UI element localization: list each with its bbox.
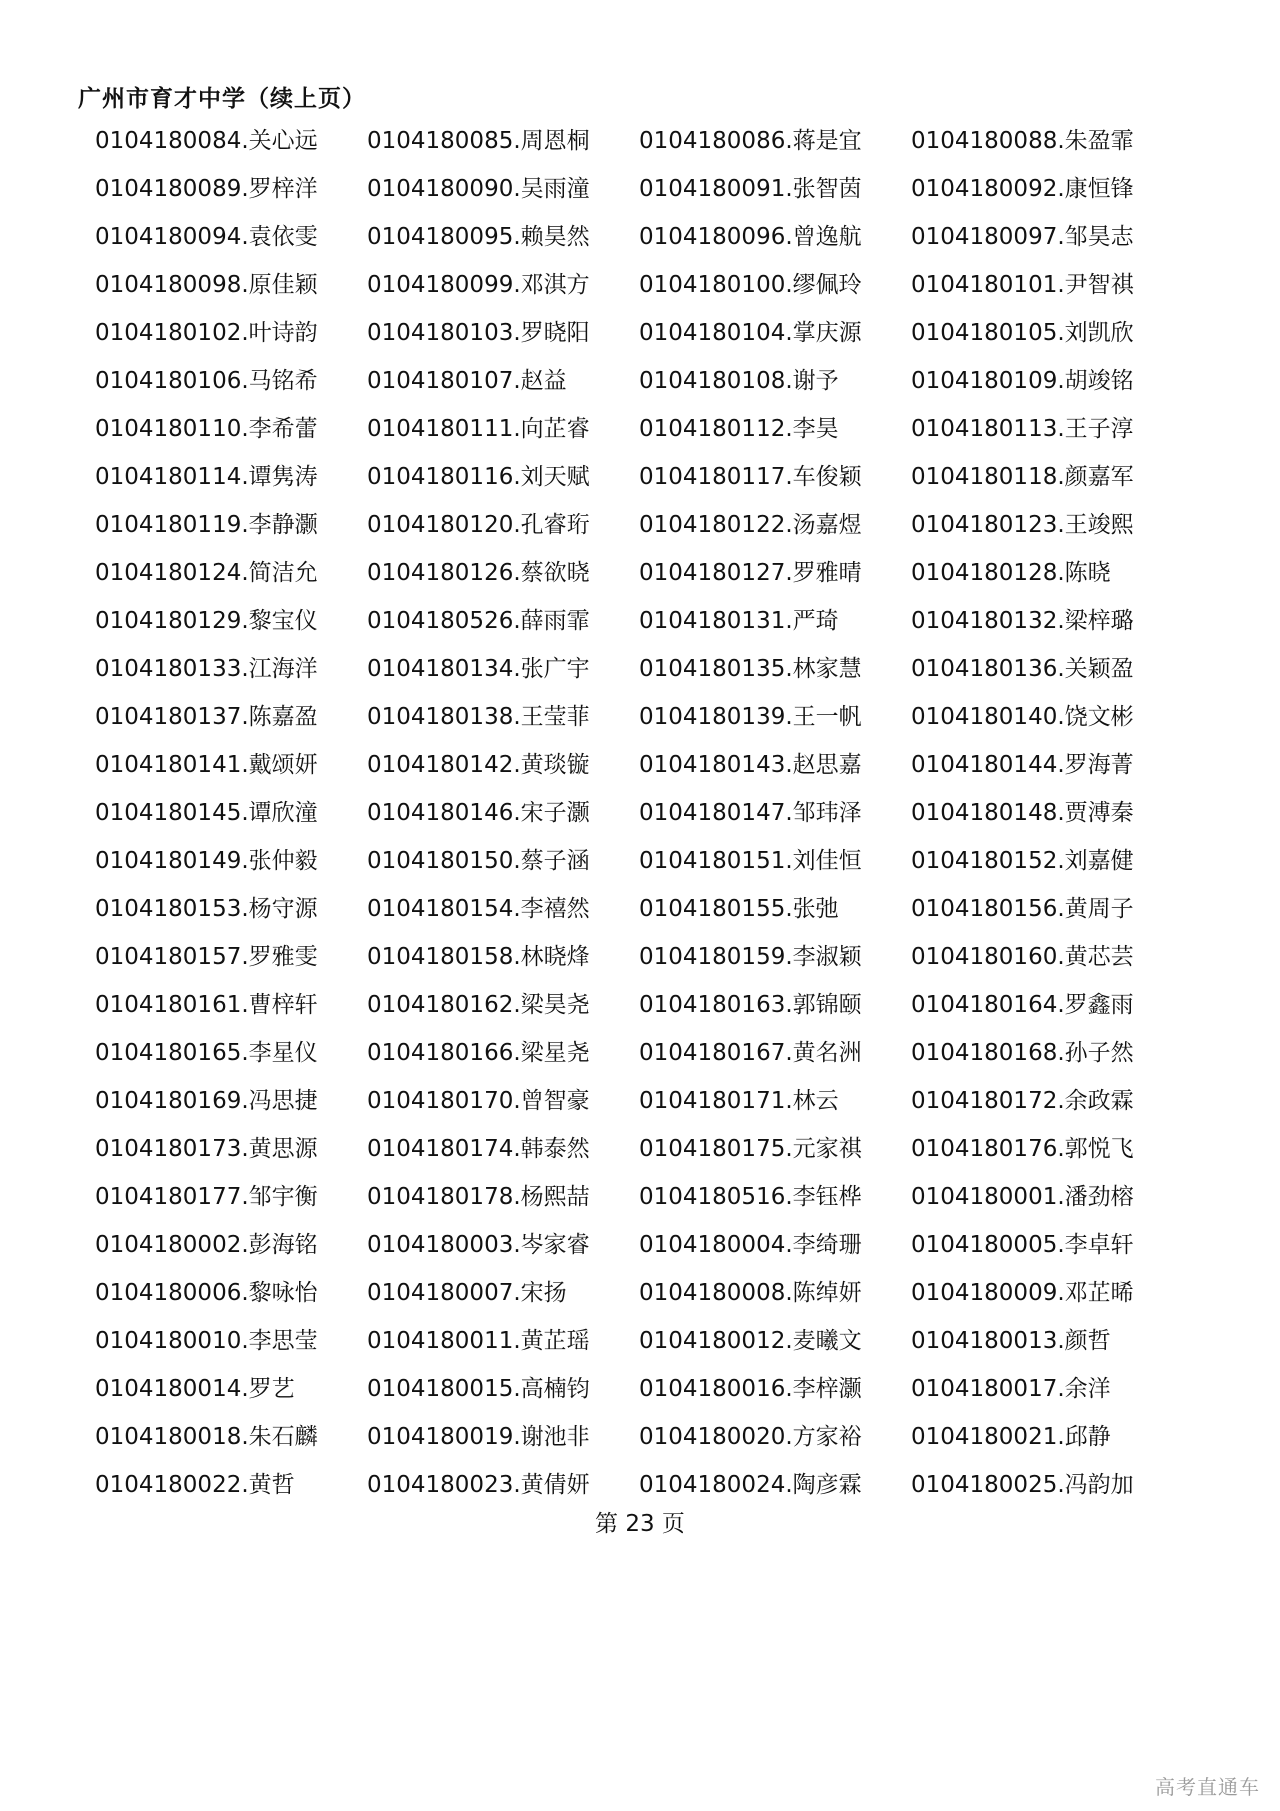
list-item: 0104180117.车俊颖: [639, 464, 862, 490]
list-item: 0104180150.蔡子涵: [367, 848, 590, 874]
list-item: 0104180014.罗艺: [95, 1376, 295, 1402]
list-item: 0104180002.彭海铭: [95, 1232, 318, 1258]
list-item: 0104180098.原佳颖: [95, 272, 318, 298]
list-item: 0104180085.周恩桐: [367, 128, 590, 154]
list-item: 0104180122.汤嘉煜: [639, 512, 862, 538]
list-item: 0104180092.康恒锋: [911, 176, 1134, 202]
list-item: 0104180124.简洁允: [95, 560, 318, 586]
list-item: 0104180020.方家裕: [639, 1424, 862, 1450]
list-item: 0104180114.谭隽涛: [95, 464, 318, 490]
list-item: 0104180018.朱石麟: [95, 1424, 318, 1450]
list-item: 0104180148.贾溥秦: [911, 800, 1134, 826]
list-item: 0104180101.尹智祺: [911, 272, 1134, 298]
list-item: 0104180097.邹昊志: [911, 224, 1134, 250]
list-item: 0104180140.饶文彬: [911, 704, 1134, 730]
list-item: 0104180516.李钰桦: [639, 1184, 862, 1210]
list-item: 0104180167.黄名洲: [639, 1040, 862, 1066]
list-item: 0104180135.林家慧: [639, 656, 862, 682]
list-item: 0104180011.黄芷瑶: [367, 1328, 590, 1354]
list-item: 0104180174.韩泰然: [367, 1136, 590, 1162]
list-item: 0104180123.王竣熙: [911, 512, 1134, 538]
student-roster: [95, 122, 1215, 1514]
list-item: 0104180133.江海洋: [95, 656, 318, 682]
list-item: 0104180104.掌庆源: [639, 320, 862, 346]
list-item: 0104180116.刘天赋: [367, 464, 590, 490]
list-item: 0104180008.陈绰妍: [639, 1280, 862, 1306]
list-item: 0104180161.曹梓轩: [95, 992, 318, 1018]
list-item: 0104180160.黄芯芸: [911, 944, 1134, 970]
list-item: 0104180157.罗雅雯: [95, 944, 318, 970]
list-item: 0104180126.蔡欲晓: [367, 560, 590, 586]
list-item: 0104180088.朱盈霏: [911, 128, 1134, 154]
list-item: 0104180022.黄哲: [95, 1472, 295, 1498]
list-item: 0104180142.黄琰镟: [367, 752, 590, 778]
list-item: 0104180090.吴雨潼: [367, 176, 590, 202]
list-item: 0104180178.杨熙喆: [367, 1184, 590, 1210]
list-item: 0104180163.郭锦颐: [639, 992, 862, 1018]
list-item: 0104180096.曾逸航: [639, 224, 862, 250]
list-item: 0104180165.李星仪: [95, 1040, 318, 1066]
list-item: 0104180129.黎宝仪: [95, 608, 318, 634]
list-item: 0104180106.马铭希: [95, 368, 318, 394]
list-item: 0104180084.关心远: [95, 128, 318, 154]
list-item: 0104180159.李淑颖: [639, 944, 862, 970]
list-item: 0104180137.陈嘉盈: [95, 704, 318, 730]
list-item: 0104180013.颜哲: [911, 1328, 1111, 1354]
list-item: 0104180134.张广宇: [367, 656, 590, 682]
list-item: 0104180004.李绮珊: [639, 1232, 862, 1258]
list-item: 0104180091.张智茵: [639, 176, 862, 202]
list-item: 0104180103.罗晓阳: [367, 320, 590, 346]
list-item: 0104180111.向芷睿: [367, 416, 590, 442]
list-item: 0104180138.王莹菲: [367, 704, 590, 730]
list-item: 0104180144.罗海菁: [911, 752, 1134, 778]
list-item: 0104180139.王一帆: [639, 704, 862, 730]
list-item: 0104180094.袁依雯: [95, 224, 318, 250]
list-item: 0104180105.刘凯欣: [911, 320, 1134, 346]
list-item: 0104180177.邹宇衡: [95, 1184, 318, 1210]
watermark: 高考直通车: [1155, 1775, 1260, 1799]
list-item: 0104180141.戴颂妍: [95, 752, 318, 778]
list-item: 0104180176.郭悦飞: [911, 1136, 1134, 1162]
list-item: 0104180021.邱静: [911, 1424, 1111, 1450]
list-item: 0104180089.罗梓洋: [95, 176, 318, 202]
list-item: 0104180170.曾智豪: [367, 1088, 590, 1114]
list-item: 0104180109.胡竣铭: [911, 368, 1134, 394]
list-item: 0104180118.颜嘉军: [911, 464, 1134, 490]
list-item: 0104180119.李静灏: [95, 512, 318, 538]
list-item: 0104180168.孙子然: [911, 1040, 1134, 1066]
list-item: 0104180155.张弛: [639, 896, 839, 922]
list-item: 0104180010.李思莹: [95, 1328, 318, 1354]
list-item: 0104180003.岑家睿: [367, 1232, 590, 1258]
list-item: 0104180172.余政霖: [911, 1088, 1134, 1114]
list-item: 0104180132.梁梓璐: [911, 608, 1134, 634]
list-item: 0104180025.冯韵加: [911, 1472, 1134, 1498]
list-item: 0104180108.谢予: [639, 368, 839, 394]
list-item: 0104180120.孔睿珩: [367, 512, 590, 538]
list-item: 0104180158.林晓烽: [367, 944, 590, 970]
list-item: 0104180095.赖昊然: [367, 224, 590, 250]
list-item: 0104180173.黄思源: [95, 1136, 318, 1162]
list-item: 0104180131.严琦: [639, 608, 839, 634]
list-item: 0104180100.缪佩玲: [639, 272, 862, 298]
list-item: 0104180136.关颖盈: [911, 656, 1134, 682]
list-item: 0104180152.刘嘉健: [911, 848, 1134, 874]
list-item: 0104180007.宋扬: [367, 1280, 567, 1306]
list-item: 0104180009.邓芷晞: [911, 1280, 1134, 1306]
list-item: 0104180005.李卓轩: [911, 1232, 1134, 1258]
list-item: 0104180019.谢池非: [367, 1424, 590, 1450]
list-item: 0104180112.李昊: [639, 416, 839, 442]
list-item: 0104180154.李禧然: [367, 896, 590, 922]
list-item: 0104180153.杨守源: [95, 896, 318, 922]
list-item: 0104180175.元家祺: [639, 1136, 862, 1162]
list-item: 0104180015.高楠钧: [367, 1376, 590, 1402]
list-item: 0104180086.蒋是宜: [639, 128, 862, 154]
list-item: 0104180017.余洋: [911, 1376, 1111, 1402]
list-item: 0104180024.陶彦霖: [639, 1472, 862, 1498]
list-item: 0104180143.赵思嘉: [639, 752, 862, 778]
list-item: 0104180012.麦曦文: [639, 1328, 862, 1354]
list-item: 0104180102.叶诗韵: [95, 320, 318, 346]
list-item: 0104180526.薛雨霏: [367, 608, 590, 634]
list-item: 0104180145.谭欣潼: [95, 800, 318, 826]
list-item: 0104180023.黄倩妍: [367, 1472, 590, 1498]
list-item: 0104180110.李希蕾: [95, 416, 318, 442]
list-item: 0104180006.黎咏怡: [95, 1280, 318, 1306]
list-item: 0104180001.潘劲榕: [911, 1184, 1134, 1210]
list-item: 0104180146.宋子灏: [367, 800, 590, 826]
list-item: 0104180171.林云: [639, 1088, 839, 1114]
list-item: 0104180149.张仲毅: [95, 848, 318, 874]
page-title: 广州市育才中学（续上页）: [78, 86, 366, 112]
list-item: 0104180162.梁昊尧: [367, 992, 590, 1018]
page-number: 第 23 页: [595, 1511, 685, 1537]
list-item: 0104180099.邓淇方: [367, 272, 590, 298]
list-item: 0104180127.罗雅晴: [639, 560, 862, 586]
list-item: 0104180164.罗鑫雨: [911, 992, 1134, 1018]
list-item: 0104180151.刘佳恒: [639, 848, 862, 874]
list-item: 0104180147.邹玮泽: [639, 800, 862, 826]
list-item: 0104180107.赵益: [367, 368, 567, 394]
list-item: 0104180169.冯思捷: [95, 1088, 318, 1114]
list-item: 0104180113.王子淳: [911, 416, 1134, 442]
list-item: 0104180166.梁星尧: [367, 1040, 590, 1066]
list-item: 0104180128.陈晓: [911, 560, 1111, 586]
list-item: 0104180156.黄周子: [911, 896, 1134, 922]
list-item: 0104180016.李梓灏: [639, 1376, 862, 1402]
